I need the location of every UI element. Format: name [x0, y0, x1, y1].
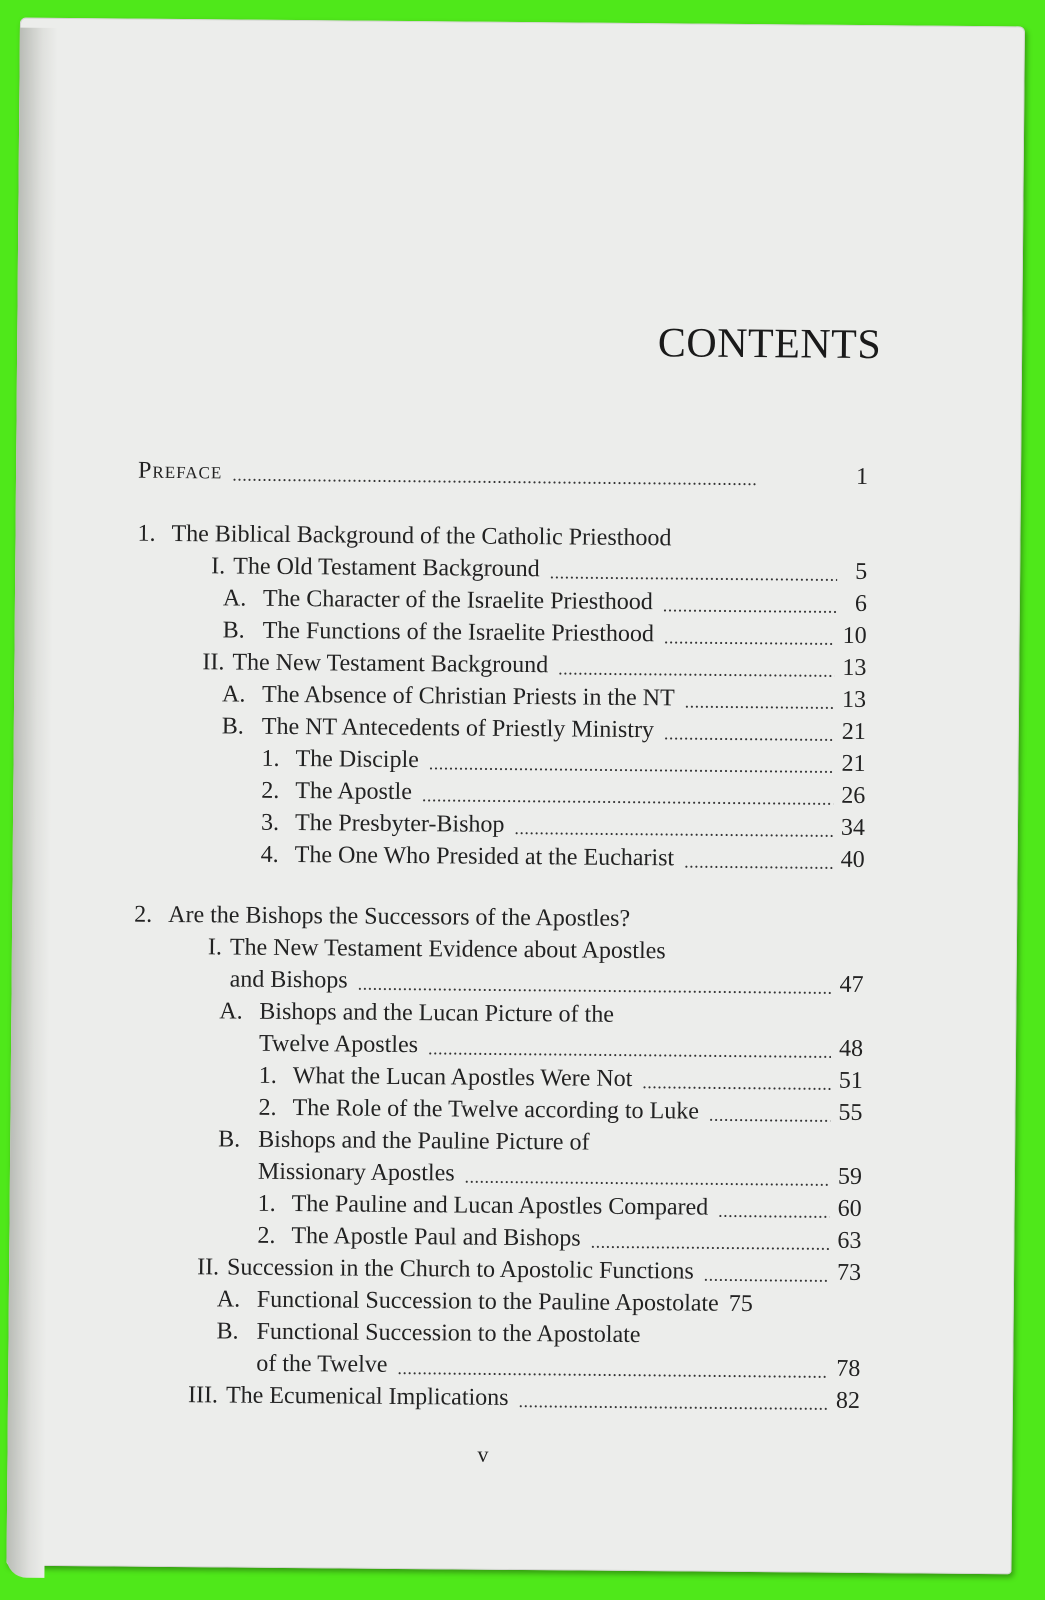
- leader-dots: [422, 784, 834, 810]
- toc-entry-title: The Biblical Background of the Catholic Priesthood: [171, 520, 672, 552]
- page-folio: v: [477, 1441, 489, 1467]
- toc-entry: [223, 584, 867, 618]
- toc-page-number: 10: [842, 622, 867, 650]
- toc-entry: [258, 1094, 862, 1127]
- toc-entry-title: What the Lucan Apostles Were Not: [292, 1063, 633, 1092]
- toc-page-number: 75: [728, 1290, 753, 1318]
- toc-page-number: 34: [840, 814, 866, 842]
- toc-entry-number: II.: [202, 649, 225, 676]
- toc-entry-number: B.: [216, 1318, 239, 1345]
- leader-dots: [704, 1264, 830, 1287]
- book-page: [7, 18, 1025, 1575]
- leader-dots: [663, 594, 837, 618]
- toc-entry-title: The Ecumenical Implications: [225, 1382, 509, 1411]
- leader-dots: [684, 850, 833, 873]
- toc-entry: [223, 616, 867, 650]
- toc-entry-title-line1: The New Testament Evidence about Apostles: [229, 934, 666, 965]
- toc-entry-number: I.: [211, 553, 226, 580]
- leader-dots: [642, 1071, 831, 1095]
- toc-entry: [180, 648, 866, 682]
- toc-page-number: 6: [854, 590, 868, 618]
- leader-dots: [518, 1390, 828, 1415]
- toc-entry: [178, 933, 666, 965]
- toc-entry-title: Succession in the Church to Apostolic Functions: [227, 1254, 694, 1285]
- leader-dots: [232, 463, 838, 490]
- toc-entry-number: 2.: [257, 1222, 276, 1249]
- toc-entry-title-line1: Bishops and the Pauline Picture of: [258, 1126, 590, 1156]
- toc-entry-number: 1.: [257, 1190, 276, 1217]
- toc-page-number: 21: [841, 718, 866, 746]
- toc-chapter-1: [137, 520, 671, 553]
- toc-page-number: 60: [837, 1195, 862, 1223]
- toc-page-number: 21: [841, 750, 866, 778]
- toc-entry-number: 1.: [261, 745, 280, 772]
- leader-dots: [718, 1200, 830, 1223]
- toc-entry: [217, 1285, 861, 1319]
- toc-entry-title: The Absence of Christian Priests in the NT: [262, 681, 675, 712]
- toc-page-number: 13: [841, 686, 867, 714]
- toc-entry-number: A.: [216, 1286, 241, 1313]
- toc-entry-title: Functional Succession to the Pauline Apostolate: [256, 1286, 719, 1317]
- toc-entry-number: I.: [207, 934, 223, 961]
- toc-entry-number: 1.: [258, 1062, 277, 1089]
- toc-entry-number: 3.: [260, 809, 280, 836]
- toc-entry-number: 2.: [134, 901, 153, 928]
- toc-entry-title: The Disciple: [295, 746, 419, 774]
- toc-entry-title-line2: of the Twelve: [256, 1350, 388, 1378]
- leader-dots: [709, 1104, 831, 1127]
- leader-dots: [664, 626, 835, 649]
- toc-entry: [219, 997, 614, 1028]
- toc-page-number: 40: [840, 846, 865, 874]
- toc-entry-title-line1: Functional Succession to the Apostolate: [256, 1318, 641, 1349]
- toc-entry: [261, 777, 865, 810]
- toc-entry-title-line1: Bishops and the Lucan Picture of the: [259, 998, 615, 1028]
- toc-page-number: 73: [836, 1259, 862, 1287]
- toc-entry-title: The Old Testament Background: [233, 553, 540, 583]
- leader-dots: [550, 561, 838, 586]
- page-title: CONTENTS: [657, 320, 882, 369]
- toc-entry-title-line2: and Bishops: [229, 966, 348, 994]
- toc-entry: [261, 745, 865, 778]
- toc-entry: [175, 1253, 861, 1287]
- toc-entry-number: 2.: [258, 1094, 277, 1121]
- toc-page-number: 1: [855, 463, 869, 491]
- leader-dots: [429, 752, 834, 778]
- table-of-contents: [7, 18, 1025, 1527]
- toc-entry-number: B.: [218, 1126, 241, 1153]
- leader-dots: [685, 690, 835, 713]
- toc-entry-title-line2: Twelve Apostles: [258, 1030, 419, 1059]
- toc-page-number: 55: [838, 1099, 863, 1127]
- leader-dots: [664, 722, 834, 745]
- toc-entry-number: A.: [222, 585, 247, 612]
- toc-entry-title: The One Who Presided at the Eucharist: [294, 842, 675, 872]
- toc-entry-title: The Apostle: [295, 778, 413, 806]
- toc-page-number: 5: [855, 558, 868, 586]
- toc-page-number: 59: [837, 1163, 863, 1191]
- toc-entry: [181, 552, 867, 586]
- toc-entry-number: 2.: [261, 777, 280, 804]
- toc-entry-continuation: [258, 1158, 862, 1191]
- toc-entry-preface: [138, 457, 868, 491]
- toc-entry: [261, 841, 865, 874]
- toc-entry-number: 4.: [260, 841, 279, 868]
- toc-entry-number: II.: [197, 1254, 220, 1281]
- toc-entry: [258, 1190, 862, 1223]
- toc-entry: [222, 712, 866, 746]
- toc-entry: [259, 1062, 863, 1095]
- toc-entry: [257, 1222, 861, 1255]
- toc-entry-number: A.: [219, 998, 243, 1025]
- toc-page-number: 26: [841, 782, 866, 810]
- toc-entry-continuation: [230, 965, 864, 999]
- toc-entry-title: The NT Antecedents of Priestly Ministry: [261, 713, 655, 744]
- toc-page-number: 63: [837, 1227, 862, 1255]
- leader-dots: [428, 1037, 831, 1063]
- leader-dots: [591, 1231, 830, 1255]
- toc-entry-number: III.: [187, 1382, 219, 1409]
- toc-entry: [222, 680, 866, 714]
- toc-entry-continuation: [256, 1350, 860, 1383]
- leader-dots: [397, 1357, 828, 1383]
- toc-entry-title: The Presbyter-Bishop: [294, 810, 505, 838]
- toc-entry-title-line2: Missionary Apostles: [257, 1158, 455, 1187]
- toc-chapter-2: [134, 901, 630, 933]
- leader-dots: [514, 817, 833, 842]
- toc-entry-title: Are the Bishops the Successors of the Apostles?: [168, 901, 631, 932]
- toc-page-number: 48: [838, 1035, 864, 1063]
- toc-entry-title: The Apostle Paul and Bishops: [291, 1223, 581, 1252]
- toc-entry: [166, 1381, 860, 1415]
- toc-entry-title: The Pauline and Lucan Apostles Compared: [291, 1191, 709, 1221]
- leader-dots: [358, 973, 832, 999]
- toc-page-number: 47: [839, 971, 864, 999]
- toc-entry: [218, 1125, 590, 1156]
- toc-entry-title: The Functions of the Israelite Priesthood: [262, 617, 655, 648]
- toc-entry-number: B.: [222, 617, 245, 644]
- toc-entry-title: The Role of the Twelve according to Luke: [292, 1095, 700, 1125]
- toc-entry-title: The Character of the Israelite Priesthood: [262, 585, 653, 616]
- leader-dots: [465, 1166, 830, 1191]
- toc-entry-title: The New Testament Background: [232, 649, 549, 679]
- toc-page-number: 82: [835, 1387, 861, 1414]
- toc-entry-number: A.: [222, 681, 246, 708]
- toc-entry-continuation: [259, 1030, 863, 1063]
- toc-entry: [261, 809, 865, 842]
- toc-page-number: 13: [842, 654, 867, 682]
- toc-entry-number: B.: [221, 713, 244, 740]
- toc-entry: [216, 1317, 640, 1349]
- toc-page-number: 51: [838, 1067, 863, 1095]
- toc-entry-number: 1.: [137, 520, 156, 547]
- leader-dots: [558, 657, 834, 681]
- toc-entry-title: Preface: [137, 457, 223, 485]
- toc-page-number: 78: [836, 1355, 861, 1382]
